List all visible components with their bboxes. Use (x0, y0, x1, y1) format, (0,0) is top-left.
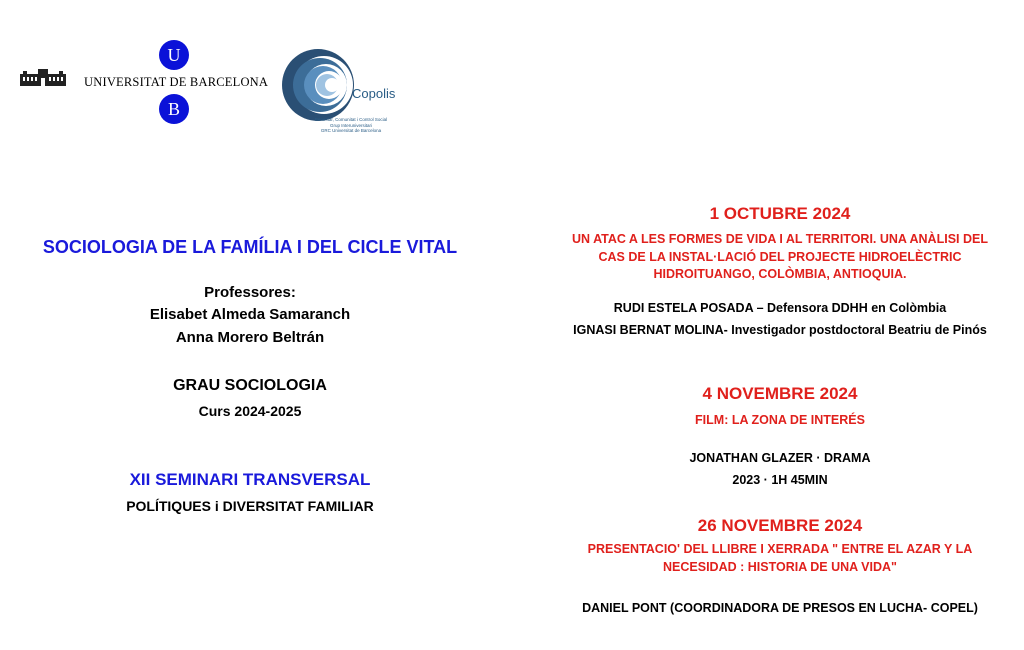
event-date: 1 OCTUBRE 2024 (709, 204, 851, 223)
professor-name: Elisabet Almeda Samaranch (149, 306, 351, 323)
event-description (535, 231, 1024, 284)
copolis-group: Grup Interuniversitari (329, 123, 373, 128)
event-description-line: NECESIDAD : HISTORIA DE UNA VIDA" (663, 559, 897, 574)
seminar-subtitle: POLÍTIQUES i DIVERSITAT FAMILIAR (126, 498, 374, 514)
event-description (535, 412, 1024, 430)
event-speaker: 2023 · 1H 45MIN (732, 473, 828, 487)
event-description-line: FILM: LA ZONA DE INTERÉS (695, 413, 865, 427)
event-description-line: CAS DE LA INSTAL·LACIÓ DEL PROJECTE HIDROELÈCTRIC (598, 249, 962, 264)
degree-name: GRAU SOCIOLOGIA (173, 377, 327, 394)
ub-logo-b: B (159, 94, 189, 124)
professor-name: Anna Morero Beltrán (175, 329, 325, 346)
professors-label: Professores: (204, 284, 296, 301)
course-title: SOCIOLOGIA DE LA FAMÍLIA I DEL CICLE VITAL (42, 237, 458, 257)
academic-year: Curs 2024-2025 (198, 403, 302, 419)
event-description-line: HIDROITUANGO, COLÒMBIA, ANTIOQUIA. (653, 267, 907, 281)
event-description-line: PRESENTACIO' DEL LLIBRE I XERRADA " ENTRE EL AZAR Y LA (587, 542, 973, 556)
copolis-name: Copolis (352, 86, 396, 101)
event-speakers (535, 447, 1024, 491)
event-speaker: JONATHAN GLAZER · DRAMA (689, 451, 871, 465)
event-speakers (535, 297, 1024, 341)
event-speaker: RUDI ESTELA POSADA – Defensora DDHH en Colòmbia (613, 301, 947, 315)
event-description-line: UN ATAC A LES FORMES DE VIDA I AL TERRITORI. UNA ANÀLISI DEL (572, 232, 988, 246)
copolis-tagline: Benestar, Comunitat i Control Social (314, 117, 388, 122)
university-building-icon (20, 68, 66, 86)
seminar-title: XII SEMINARI TRANSVERSAL (129, 470, 371, 489)
ub-logo-u: U (159, 40, 189, 70)
copolis-grc: GRC Universitat de Barcelona (320, 128, 382, 133)
event-speaker: IGNASI BERNAT MOLINA- Investigador postdoctoral Beatriu de Pinós (573, 323, 987, 337)
event-speakers (535, 597, 1024, 619)
event-description (535, 541, 1024, 576)
event-date: 4 NOVEMBRE 2024 (702, 384, 858, 403)
event-date: 26 NOVEMBRE 2024 (697, 516, 863, 535)
event-speaker: DANIEL PONT (COORDINADORA DE PRESOS EN LUCHA- COPEL) (582, 601, 978, 615)
university-name: UNIVERSITAT DE BARCELONA (84, 75, 269, 89)
